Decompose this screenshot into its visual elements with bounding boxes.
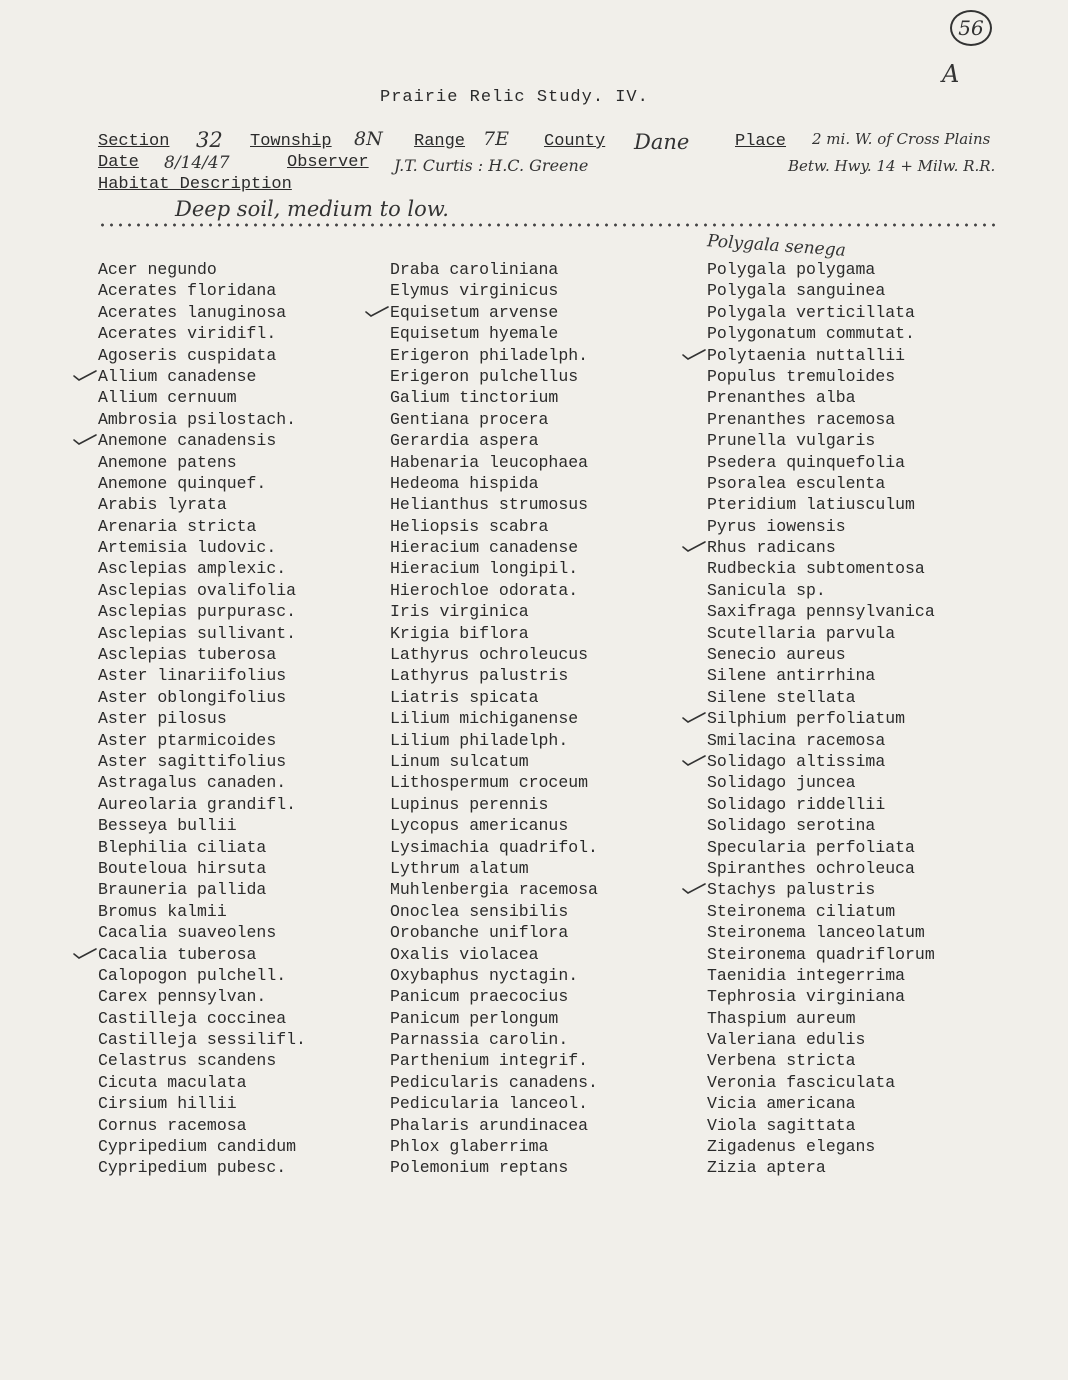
checkmark-icon [72, 432, 98, 446]
species-name: Stachys palustris [707, 880, 876, 900]
species-item [390, 730, 598, 751]
species-name: Parnassia carolin. [390, 1030, 569, 1050]
species-item [707, 794, 935, 815]
county-value: Dane [634, 130, 690, 154]
species-name: Spiranthes ochroleuca [707, 858, 915, 878]
species-item [390, 259, 598, 280]
county-label: County [544, 132, 606, 151]
species-item [98, 259, 306, 280]
species-item [707, 815, 935, 836]
species-name: Populus tremuloides [707, 366, 896, 386]
species-item [707, 323, 935, 344]
species-name: Lycopus americanus [390, 816, 569, 836]
species-item [390, 323, 598, 344]
species-item [98, 1157, 306, 1178]
range-label: Range [414, 132, 466, 151]
species-name: Liatris spicata [390, 687, 539, 707]
species-item [390, 494, 598, 515]
species-item [98, 837, 306, 858]
species-item [390, 302, 598, 323]
species-item [390, 280, 598, 301]
species-name: Silene stellata [707, 687, 856, 707]
species-item [98, 901, 306, 922]
species-name: Cicuta maculata [98, 1072, 247, 1092]
species-name: Rudbeckia subtomentosa [707, 559, 925, 579]
species-name: Panicum praecocius [390, 987, 569, 1007]
species-item [390, 751, 598, 772]
species-name: Specularia perfoliata [707, 837, 915, 857]
species-name: Bromus kalmii [98, 901, 227, 921]
species-name: Polytaenia nuttallii [707, 345, 906, 365]
species-name: Erigeron pulchellus [390, 366, 579, 386]
species-item [390, 837, 598, 858]
species-item [390, 387, 598, 408]
species-item [707, 537, 935, 558]
species-item [707, 922, 935, 943]
species-item [390, 537, 598, 558]
species-item [707, 858, 935, 879]
species-name: Lupinus perennis [390, 794, 549, 814]
species-item [390, 986, 598, 1007]
species-name: Saxifraga pennsylvanica [707, 602, 935, 622]
species-item [707, 901, 935, 922]
species-item [707, 601, 935, 622]
species-name: Celastrus scandens [98, 1051, 277, 1071]
species-name: Acer negundo [98, 260, 217, 279]
species-name: Veronia fasciculata [707, 1072, 896, 1092]
species-name: Zizia aptera [707, 1158, 826, 1178]
species-name: Aster pilosus [98, 709, 227, 729]
species-name: Gerardia aspera [390, 431, 539, 451]
species-item [707, 730, 935, 751]
species-name: Heliopsis scabra [390, 516, 549, 536]
dotted-divider [98, 222, 998, 228]
species-name: Asclepias amplexic. [98, 559, 287, 579]
species-item [98, 687, 306, 708]
species-item [390, 473, 598, 494]
species-name: Bouteloua hirsuta [98, 858, 267, 878]
species-name: Phalaris arundinacea [390, 1115, 589, 1135]
species-item [98, 516, 306, 537]
species-item [98, 1093, 306, 1114]
species-name: Aster sagittifolius [98, 751, 287, 771]
checkmark-icon [681, 539, 707, 553]
species-item [390, 345, 598, 366]
species-name: Lithospermum croceum [390, 773, 589, 793]
species-name: Solidago serotina [707, 816, 876, 836]
species-name: Lilium michiganense [390, 709, 579, 729]
species-item [390, 516, 598, 537]
species-item [98, 323, 306, 344]
species-item [390, 558, 598, 579]
species-item [390, 858, 598, 879]
species-name: Linum sulcatum [390, 751, 529, 771]
species-name: Lilium philadelph. [390, 730, 569, 750]
species-name: Lathyrus palustris [390, 666, 569, 686]
species-name: Scutellaria parvula [707, 623, 896, 643]
species-item [707, 259, 935, 280]
species-item [707, 430, 935, 451]
species-name: Artemisia ludovic. [98, 538, 277, 558]
species-name: Pyrus iowensis [707, 516, 846, 536]
species-name: Polemonium reptans [390, 1158, 569, 1178]
species-name: Solidago juncea [707, 773, 856, 793]
species-item [390, 623, 598, 644]
township-label: Township [250, 132, 332, 151]
species-name: Acerates viridifl. [98, 324, 277, 344]
species-item [98, 601, 306, 622]
species-name: Vicia americana [707, 1094, 856, 1114]
species-item [707, 1008, 935, 1029]
species-item [98, 345, 306, 366]
species-item [707, 986, 935, 1007]
species-name: Draba caroliniana [390, 260, 559, 279]
species-name: Cirsium hillii [98, 1094, 237, 1114]
species-item [390, 687, 598, 708]
species-item [98, 708, 306, 729]
species-name: Pedicularis canadens. [390, 1072, 598, 1092]
species-name: Polygala polygama [707, 260, 876, 279]
species-name: Polygonatum commutat. [707, 324, 915, 344]
species-item [98, 922, 306, 943]
species-item [98, 1115, 306, 1136]
species-item [707, 494, 935, 515]
species-name: Hedeoma hispida [390, 473, 539, 493]
species-name: Viola sagittata [707, 1115, 856, 1135]
species-item [707, 644, 935, 665]
species-item [98, 280, 306, 301]
species-name: Rhus radicans [707, 538, 836, 558]
species-name: Iris virginica [390, 602, 529, 622]
species-item [98, 623, 306, 644]
species-name: Tephrosia virginiana [707, 987, 906, 1007]
species-item [707, 751, 935, 772]
species-item [98, 1136, 306, 1157]
date-value: 8/14/47 [164, 153, 230, 173]
species-item [707, 944, 935, 965]
corner-letter: A [942, 60, 960, 88]
species-name: Lythrum alatum [390, 858, 529, 878]
species-item [707, 387, 935, 408]
species-name: Lysimachia quadrifol. [390, 837, 598, 857]
species-item [707, 1136, 935, 1157]
species-name: Silphium perfoliatum [707, 709, 906, 729]
species-item [390, 708, 598, 729]
species-name: Habenaria leucophaea [390, 452, 589, 472]
species-name: Prenanthes alba [707, 388, 856, 408]
species-item [98, 430, 306, 451]
species-name: Polygala verticillata [707, 302, 915, 322]
species-item [98, 366, 306, 387]
section-value: 32 [196, 128, 223, 152]
species-name: Silene antirrhina [707, 666, 876, 686]
species-item [390, 665, 598, 686]
species-item [707, 452, 935, 473]
species-name: Orobanche uniflora [390, 923, 569, 943]
species-name: Zigadenus elegans [707, 1137, 876, 1157]
species-name: Asclepias purpurasc. [98, 602, 297, 622]
species-item [98, 558, 306, 579]
species-item [390, 1050, 598, 1071]
habitat-value: Deep soil, medium to low. [175, 197, 449, 221]
species-name: Thaspium aureum [707, 1008, 856, 1028]
species-item [98, 387, 306, 408]
species-item [390, 1072, 598, 1093]
species-name: Hieracium longipil. [390, 559, 579, 579]
species-name: Muhlenbergia racemosa [390, 880, 598, 900]
species-item [707, 837, 935, 858]
species-name: Anemone quinquef. [98, 473, 267, 493]
observer-value: J.T. Curtis : H.C. Greene [394, 156, 589, 175]
species-name: Steironema quadriflorum [707, 944, 935, 964]
species-item [390, 794, 598, 815]
species-item [707, 473, 935, 494]
species-item [707, 708, 935, 729]
species-name: Equisetum arvense [390, 302, 559, 322]
species-item [98, 302, 306, 323]
species-name: Galium tinctorium [390, 388, 559, 408]
species-item [98, 858, 306, 879]
species-name: Cacalia tuberosa [98, 944, 257, 964]
species-name: Pteridium latiusculum [707, 495, 915, 515]
species-item [707, 1093, 935, 1114]
species-name: Prunella vulgaris [707, 431, 876, 451]
species-name: Ambrosia psilostach. [98, 409, 297, 429]
species-name: Valeriana edulis [707, 1030, 866, 1050]
species-item [707, 665, 935, 686]
species-name: Allium cernuum [98, 388, 237, 408]
species-item [390, 772, 598, 793]
species-item [98, 580, 306, 601]
species-item [707, 1115, 935, 1136]
place-value-line1: 2 mi. W. of Cross Plains [812, 130, 991, 148]
species-name: Steironema ciliatum [707, 901, 896, 921]
species-name: Senecio aureus [707, 645, 846, 665]
species-name: Steironema lanceolatum [707, 923, 925, 943]
species-item [707, 1029, 935, 1050]
species-name: Cypripedium candidum [98, 1137, 297, 1157]
species-item [390, 1093, 598, 1114]
observer-label: Observer [287, 153, 369, 172]
species-item [98, 494, 306, 515]
species-name: Cornus racemosa [98, 1115, 247, 1135]
species-name: Arenaria stricta [98, 516, 257, 536]
species-item [98, 772, 306, 793]
section-label: Section [98, 132, 170, 151]
species-item [390, 601, 598, 622]
species-item [390, 366, 598, 387]
species-item [707, 345, 935, 366]
species-item [98, 986, 306, 1007]
species-name: Onoclea sensibilis [390, 901, 569, 921]
species-name: Asclepias sullivant. [98, 623, 297, 643]
page-number-circle: 56 [950, 10, 992, 46]
species-name: Castilleja coccinea [98, 1008, 287, 1028]
species-item [390, 644, 598, 665]
species-item [390, 1029, 598, 1050]
species-name: Cypripedium pubesc. [98, 1158, 287, 1178]
species-column-2 [390, 259, 598, 1179]
species-item [98, 452, 306, 473]
species-item [707, 366, 935, 387]
checkmark-icon [681, 881, 707, 895]
species-item [707, 965, 935, 986]
species-name: Aureolaria grandifl. [98, 794, 297, 814]
species-name: Polygala sanguinea [707, 281, 886, 301]
species-name: Phlox glaberrima [390, 1137, 549, 1157]
species-item [707, 580, 935, 601]
species-name: Hieracium canadense [390, 538, 579, 558]
checkmark-icon [72, 368, 98, 382]
species-item [98, 473, 306, 494]
species-item [707, 280, 935, 301]
page-title: Prairie Relic Study. IV. [380, 88, 649, 107]
species-item [98, 965, 306, 986]
species-name: Calopogon pulchell. [98, 965, 287, 985]
species-item [390, 580, 598, 601]
species-item [98, 730, 306, 751]
species-item [390, 815, 598, 836]
species-name: Anemone canadensis [98, 431, 277, 451]
column3-handwritten-note: Polygala senega [706, 231, 847, 261]
species-item [98, 879, 306, 900]
species-item [98, 644, 306, 665]
species-column-1 [98, 259, 306, 1179]
species-item [98, 751, 306, 772]
species-name: Acerates lanuginosa [98, 302, 287, 322]
species-item [707, 687, 935, 708]
species-item [390, 1115, 598, 1136]
species-item [390, 1136, 598, 1157]
species-item [98, 537, 306, 558]
species-name: Brauneria pallida [98, 880, 267, 900]
species-name: Gentiana procera [390, 409, 549, 429]
species-item [707, 516, 935, 537]
species-name: Aster linariifolius [98, 666, 287, 686]
species-item [98, 409, 306, 430]
species-name: Castilleja sessilifl. [98, 1030, 306, 1050]
species-item [98, 815, 306, 836]
range-value: 7E [483, 128, 509, 150]
species-item [390, 430, 598, 451]
species-item [390, 879, 598, 900]
species-item [98, 794, 306, 815]
checkmark-icon [364, 304, 390, 318]
township-value: 8N [354, 128, 383, 150]
species-name: Smilacina racemosa [707, 730, 886, 750]
species-item [707, 409, 935, 430]
species-name: Allium canadense [98, 366, 257, 386]
species-name: Hierochloe odorata. [390, 580, 579, 600]
species-name: Aster ptarmicoides [98, 730, 277, 750]
species-name: Astragalus canaden. [98, 773, 287, 793]
species-name: Krigia biflora [390, 623, 529, 643]
species-name: Prenanthes racemosa [707, 409, 896, 429]
species-item [390, 922, 598, 943]
species-name: Solidago altissima [707, 751, 886, 771]
species-name: Pedicularia lanceol. [390, 1094, 589, 1114]
species-name: Cacalia suaveolens [98, 923, 277, 943]
species-item [390, 1008, 598, 1029]
place-value-line2: Betw. Hwy. 14 + Milw. R.R. [788, 157, 996, 175]
species-name: Aster oblongifolius [98, 687, 287, 707]
species-item [390, 965, 598, 986]
species-name: Blephilia ciliata [98, 837, 267, 857]
species-name: Verbena stricta [707, 1051, 856, 1071]
species-name: Panicum perlongum [390, 1008, 559, 1028]
species-name: Taenidia integerrima [707, 965, 906, 985]
species-item [707, 302, 935, 323]
species-item [707, 772, 935, 793]
date-label: Date [98, 153, 139, 172]
species-name: Psedera quinquefolia [707, 452, 906, 472]
species-name: Parthenium integrif. [390, 1051, 589, 1071]
species-name: Lathyrus ochroleucus [390, 645, 589, 665]
species-name: Sanicula sp. [707, 580, 826, 600]
species-item [707, 558, 935, 579]
species-name: Asclepias ovalifolia [98, 580, 297, 600]
species-name: Agoseris cuspidata [98, 345, 277, 365]
species-item [707, 879, 935, 900]
species-name: Arabis lyrata [98, 495, 227, 515]
species-name: Solidago riddellii [707, 794, 886, 814]
species-item [390, 1157, 598, 1178]
species-name: Anemone patens [98, 452, 237, 472]
species-name: Helianthus strumosus [390, 495, 589, 515]
species-item [98, 944, 306, 965]
species-name: Oxybaphus nyctagin. [390, 965, 579, 985]
species-item [390, 901, 598, 922]
species-item [707, 1157, 935, 1178]
checkmark-icon [681, 753, 707, 767]
species-name: Carex pennsylvan. [98, 987, 267, 1007]
species-item [390, 452, 598, 473]
species-item [98, 665, 306, 686]
species-name: Elymus virginicus [390, 281, 559, 301]
checkmark-icon [72, 946, 98, 960]
checkmark-icon [681, 710, 707, 724]
species-item [390, 409, 598, 430]
species-column-3 [707, 259, 935, 1179]
species-item [98, 1029, 306, 1050]
species-name: Besseya bullii [98, 816, 237, 836]
species-item [707, 1050, 935, 1071]
species-item [98, 1072, 306, 1093]
checkmark-icon [681, 347, 707, 361]
species-item [707, 1072, 935, 1093]
species-item [707, 623, 935, 644]
habitat-label: Habitat Description [98, 175, 292, 194]
species-name: Psoralea esculenta [707, 473, 886, 493]
species-name: Equisetum hyemale [390, 324, 559, 344]
species-item [98, 1008, 306, 1029]
species-name: Acerates floridana [98, 281, 277, 301]
species-name: Oxalis violacea [390, 944, 539, 964]
species-item [390, 944, 598, 965]
species-name: Erigeron philadelph. [390, 345, 589, 365]
species-item [98, 1050, 306, 1071]
species-name: Asclepias tuberosa [98, 645, 277, 665]
place-label: Place [735, 132, 787, 151]
